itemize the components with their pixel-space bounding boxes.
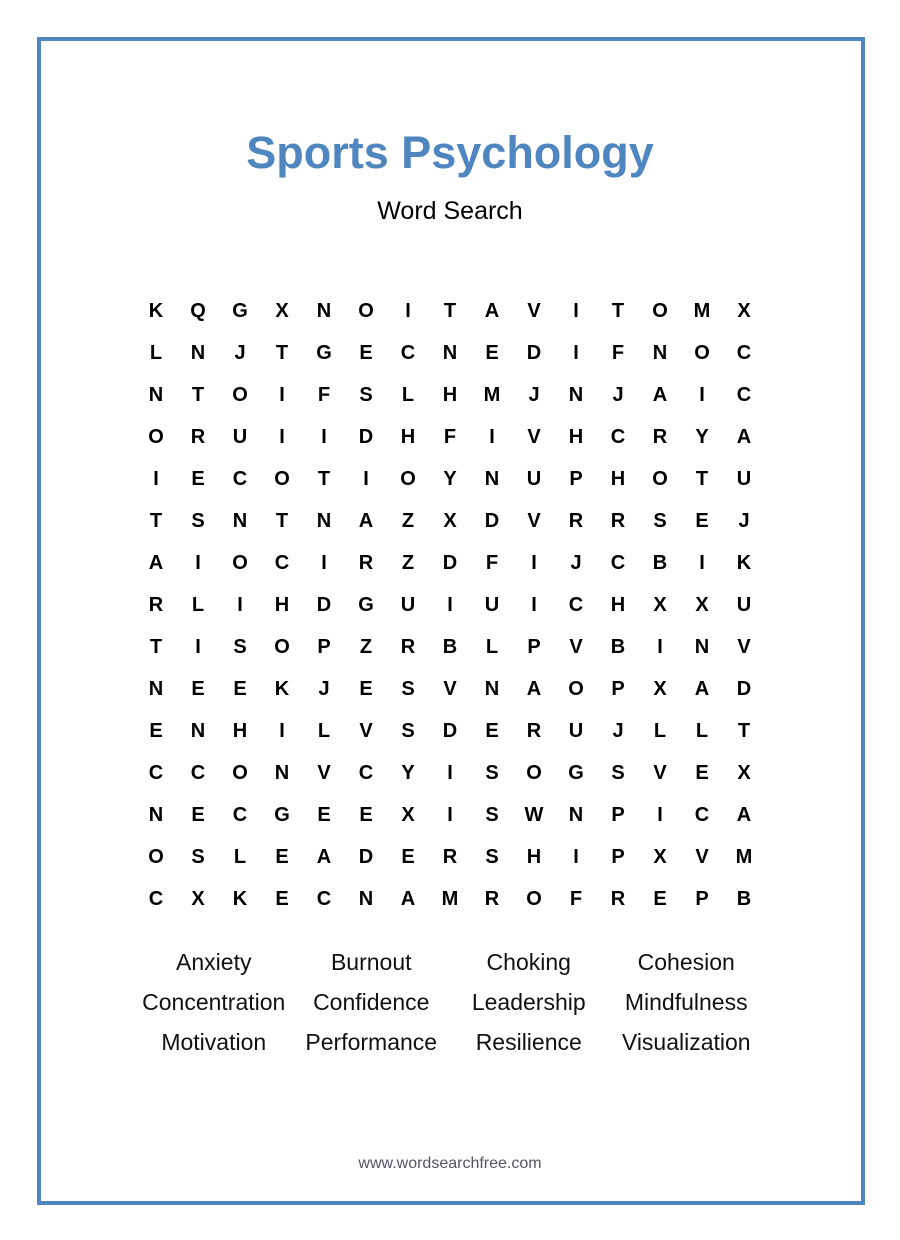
grid-cell: I [195, 635, 201, 658]
grid-cell: S [233, 635, 247, 658]
grid-cell: A [358, 509, 374, 532]
grid-cell: N [148, 803, 164, 826]
letter-grid [135, 290, 765, 920]
grid-cell: V [737, 635, 751, 658]
grid-cell: C [358, 761, 374, 784]
word-list-item: Confidence [313, 989, 430, 1015]
grid-cell: P [611, 677, 625, 700]
grid-cell: U [568, 719, 584, 742]
grid-cell: S [191, 845, 205, 868]
grid-cell: M [441, 887, 459, 910]
grid-cell: F [611, 341, 625, 364]
grid-cell: O [526, 887, 542, 910]
grid-cell: E [149, 719, 163, 742]
grid-cell: N [316, 299, 332, 322]
grid-cell: S [485, 761, 499, 784]
grid-cell: R [148, 593, 164, 616]
grid-cell: E [359, 677, 373, 700]
grid-cell: E [485, 341, 499, 364]
grid-cell: C [232, 803, 248, 826]
grid-cell: I [657, 635, 663, 658]
grid-cell: T [191, 383, 205, 406]
grid-cell: A [736, 425, 752, 448]
grid-cell: N [316, 509, 332, 532]
grid-cell: R [400, 635, 416, 658]
grid-cell: E [275, 887, 289, 910]
word-list-item: Burnout [330, 949, 412, 975]
grid-cell: D [358, 425, 374, 448]
grid-cell: S [653, 509, 667, 532]
grid-cell: T [443, 299, 457, 322]
grid-cell: F [485, 551, 499, 574]
grid-cell: E [653, 887, 667, 910]
grid-cell: G [358, 593, 374, 616]
grid-cell: N [484, 677, 500, 700]
grid-cell: T [149, 635, 163, 658]
grid-cell: N [358, 887, 374, 910]
grid-cell: X [653, 677, 667, 700]
grid-cell: E [359, 803, 373, 826]
grid-cell: W [524, 803, 544, 826]
grid-cell: I [699, 383, 705, 406]
grid-cell: X [401, 803, 415, 826]
word-list-item: Choking [486, 949, 571, 975]
grid-cell: A [694, 677, 710, 700]
grid-cell: O [148, 845, 164, 868]
grid-cell: I [531, 551, 537, 574]
grid-cell: M [483, 383, 501, 406]
grid-cell: U [736, 467, 752, 490]
grid-cell: Z [401, 509, 415, 532]
grid-cell: A [526, 677, 542, 700]
grid-cell: I [237, 593, 243, 616]
grid-cell: O [274, 467, 290, 490]
grid-cell: E [233, 677, 247, 700]
grid-cell: S [191, 509, 205, 532]
grid-cell: I [489, 425, 495, 448]
grid-cell: T [275, 341, 289, 364]
grid-cell: H [610, 593, 626, 616]
grid-cell: Z [359, 635, 373, 658]
grid-cell: I [279, 383, 285, 406]
grid-cell: D [484, 509, 500, 532]
grid-cell: U [400, 593, 416, 616]
grid-cell: L [149, 341, 163, 364]
grid-cell: J [318, 677, 330, 700]
grid-cell: N [274, 761, 290, 784]
grid-cell: S [401, 677, 415, 700]
grid-cell: G [274, 803, 290, 826]
grid-cell: U [736, 593, 752, 616]
grid-cell: A [484, 299, 500, 322]
grid-cell: D [316, 593, 332, 616]
grid-cell: I [363, 467, 369, 490]
grid-cell: X [443, 509, 457, 532]
grid-cell: Z [401, 551, 415, 574]
grid-cell: A [316, 845, 332, 868]
grid-cell: C [274, 551, 290, 574]
grid-cell: O [358, 299, 374, 322]
grid-cell: K [232, 887, 248, 910]
grid-cell: X [191, 887, 205, 910]
grid-cell: I [195, 551, 201, 574]
grid-cell: R [190, 425, 206, 448]
grid-cell: N [442, 341, 458, 364]
grid-cell: N [148, 677, 164, 700]
grid-cell: I [531, 593, 537, 616]
grid-cell: N [190, 341, 206, 364]
grid-cell: X [695, 593, 709, 616]
grid-cell: D [442, 551, 458, 574]
grid-cell: R [652, 425, 668, 448]
grid-cell: T [611, 299, 625, 322]
grid-cell: Y [695, 425, 709, 448]
grid-cell: I [573, 341, 579, 364]
grid-cell: V [527, 509, 541, 532]
grid-cell: J [528, 383, 540, 406]
grid-cell: L [485, 635, 499, 658]
grid-cell: C [232, 467, 248, 490]
grid-cell: R [568, 509, 584, 532]
grid-cell: G [232, 299, 248, 322]
grid-cell: A [148, 551, 164, 574]
word-list-item: Concentration [142, 989, 286, 1015]
grid-cell: N [568, 803, 584, 826]
grid-cell: B [736, 887, 752, 910]
grid-cell: C [316, 887, 332, 910]
grid-cell: N [484, 467, 500, 490]
grid-cell: C [610, 551, 626, 574]
grid-cell: C [400, 341, 416, 364]
grid-cell: Y [443, 467, 457, 490]
word-list-item: Anxiety [176, 949, 252, 975]
grid-cell: H [400, 425, 416, 448]
grid-cell: N [232, 509, 248, 532]
grid-cell: X [737, 299, 751, 322]
grid-cell: N [148, 383, 164, 406]
grid-cell: Q [190, 299, 206, 322]
grid-cell: P [611, 803, 625, 826]
grid-cell: M [693, 299, 711, 322]
grid-cell: V [653, 761, 667, 784]
grid-cell: C [736, 383, 752, 406]
grid-cell: L [233, 845, 247, 868]
grid-cell: C [190, 761, 206, 784]
grid-cell: V [317, 761, 331, 784]
grid-cell: J [570, 551, 582, 574]
grid-cell: T [317, 467, 331, 490]
grid-cell: U [526, 467, 542, 490]
grid-cell: V [695, 845, 709, 868]
grid-cell: S [485, 845, 499, 868]
grid-cell: K [274, 677, 290, 700]
grid-cell: O [526, 761, 542, 784]
grid-cell: I [447, 803, 453, 826]
grid-cell: V [569, 635, 583, 658]
grid-cell: I [321, 425, 327, 448]
grid-cell: E [695, 761, 709, 784]
grid-cell: R [484, 887, 500, 910]
grid-cell: V [443, 677, 457, 700]
grid-cell: O [232, 551, 248, 574]
grid-cell: E [191, 677, 205, 700]
grid-cell: L [317, 719, 331, 742]
grid-cell: F [317, 383, 331, 406]
page-title: Sports Psychology [246, 127, 654, 178]
grid-cell: O [148, 425, 164, 448]
word-list-item: Leadership [471, 989, 586, 1015]
grid-cell: S [611, 761, 625, 784]
grid-cell: R [526, 719, 542, 742]
grid-cell: T [695, 467, 709, 490]
grid-cell: D [736, 677, 752, 700]
grid-cell: B [652, 551, 668, 574]
grid-cell: H [442, 383, 458, 406]
word-list-item: Performance [305, 1029, 438, 1055]
grid-cell: I [699, 551, 705, 574]
grid-cell: P [611, 845, 625, 868]
grid-cell: B [442, 635, 458, 658]
grid-cell: N [190, 719, 206, 742]
grid-cell: O [568, 677, 584, 700]
word-list-item: Visualization [621, 1029, 751, 1055]
grid-cell: V [527, 425, 541, 448]
grid-cell: I [321, 551, 327, 574]
grid-cell: I [447, 761, 453, 784]
grid-cell: I [573, 845, 579, 868]
grid-cell: C [694, 803, 710, 826]
grid-cell: D [526, 341, 542, 364]
grid-cell: I [153, 467, 159, 490]
grid-cell: L [695, 719, 709, 742]
grid-cell: O [232, 383, 248, 406]
grid-cell: C [148, 761, 164, 784]
grid-cell: C [736, 341, 752, 364]
grid-cell: D [358, 845, 374, 868]
footer-url: www.wordsearchfree.com [358, 1155, 542, 1172]
grid-cell: U [232, 425, 248, 448]
grid-cell: E [695, 509, 709, 532]
grid-cell: K [736, 551, 752, 574]
grid-cell: P [317, 635, 331, 658]
grid-cell: E [191, 467, 205, 490]
grid-cell: R [610, 887, 626, 910]
grid-cell: I [573, 299, 579, 322]
grid-cell: P [569, 467, 583, 490]
grid-cell: Y [401, 761, 415, 784]
word-list-item: Mindfulness [624, 989, 748, 1015]
page-subtitle: Word Search [377, 197, 523, 225]
grid-cell: E [359, 341, 373, 364]
grid-cell: S [401, 719, 415, 742]
grid-cell: N [694, 635, 710, 658]
grid-cell: P [695, 887, 709, 910]
grid-cell: H [568, 425, 584, 448]
grid-cell: I [447, 593, 453, 616]
grid-cell: C [568, 593, 584, 616]
grid-cell: S [485, 803, 499, 826]
grid-cell: R [442, 845, 458, 868]
grid-cell: O [694, 341, 710, 364]
grid-cell: E [485, 719, 499, 742]
grid-cell: A [400, 887, 416, 910]
grid-cell: F [443, 425, 457, 448]
grid-cell: O [400, 467, 416, 490]
grid-cell: O [274, 635, 290, 658]
grid-cell: P [527, 635, 541, 658]
grid-cell: K [148, 299, 164, 322]
grid-cell: D [442, 719, 458, 742]
grid-cell: A [652, 383, 668, 406]
grid-cell: I [657, 803, 663, 826]
grid-cell: I [279, 425, 285, 448]
grid-cell: C [610, 425, 626, 448]
grid-cell: J [234, 341, 246, 364]
grid-cell: T [737, 719, 751, 742]
grid-cell: H [274, 593, 290, 616]
word-list [135, 942, 765, 1062]
grid-cell: H [232, 719, 248, 742]
grid-cell: G [316, 341, 332, 364]
grid-cell: O [652, 299, 668, 322]
word-list-item: Cohesion [637, 949, 735, 975]
grid-cell: A [736, 803, 752, 826]
word-list-item: Resilience [475, 1029, 582, 1055]
grid-cell: N [568, 383, 584, 406]
grid-cell: V [527, 299, 541, 322]
grid-cell: E [401, 845, 415, 868]
grid-cell: I [279, 719, 285, 742]
grid-cell: H [610, 467, 626, 490]
grid-cell: V [359, 719, 373, 742]
grid-cell: N [652, 341, 668, 364]
grid-cell: X [275, 299, 289, 322]
grid-cell: T [275, 509, 289, 532]
grid-cell: E [191, 803, 205, 826]
grid-cell: X [653, 593, 667, 616]
grid-cell: L [401, 383, 415, 406]
grid-cell: I [405, 299, 411, 322]
grid-cell: E [275, 845, 289, 868]
grid-cell: M [735, 845, 753, 868]
grid-cell: G [568, 761, 584, 784]
grid-cell: R [358, 551, 374, 574]
grid-cell: J [738, 509, 750, 532]
grid-cell: U [484, 593, 500, 616]
grid-cell: S [359, 383, 373, 406]
grid-cell: O [652, 467, 668, 490]
grid-cell: E [317, 803, 331, 826]
grid-cell: J [612, 719, 624, 742]
grid-cell: F [569, 887, 583, 910]
grid-cell: L [653, 719, 667, 742]
grid-cell: X [653, 845, 667, 868]
grid-cell: X [737, 761, 751, 784]
grid-cell: T [149, 509, 163, 532]
grid-cell: C [148, 887, 164, 910]
word-list-item: Motivation [161, 1029, 267, 1055]
grid-cell: R [610, 509, 626, 532]
grid-cell: L [191, 593, 205, 616]
grid-cell: B [610, 635, 626, 658]
grid-cell: H [526, 845, 542, 868]
grid-cell: O [232, 761, 248, 784]
grid-cell: J [612, 383, 624, 406]
